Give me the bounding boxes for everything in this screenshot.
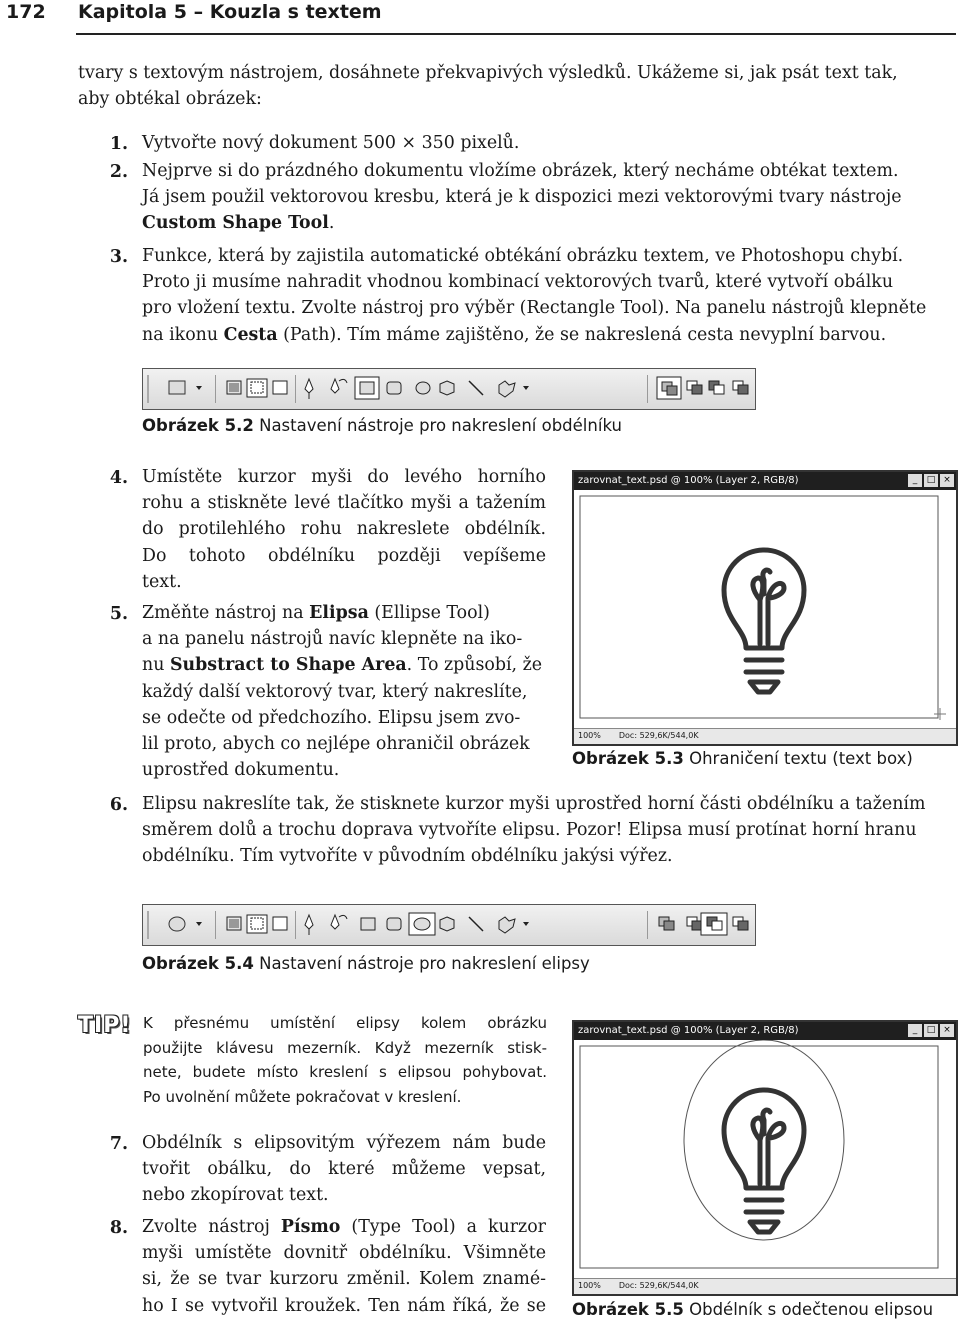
close-button[interactable]: ×: [940, 1024, 954, 1037]
custom-shape-icon[interactable]: [499, 917, 515, 933]
polygon-icon[interactable]: [440, 917, 454, 931]
step-line: Do tohoto obdélníku později vepíšeme: [142, 545, 546, 566]
step-line: a na panelu nástrojů navíc klepněte na iko-: [142, 629, 523, 650]
intersect-shape-areas-icon[interactable]: [733, 917, 748, 930]
chevron-down-icon[interactable]: [523, 922, 529, 926]
chevron-down-icon[interactable]: [196, 386, 202, 390]
fill-pixels-icon[interactable]: [273, 381, 287, 394]
document-canvas[interactable]: [574, 490, 956, 728]
chevron-down-icon[interactable]: [523, 386, 529, 390]
step-line: každý další vektorový tvar, který nakreslíte,: [142, 681, 528, 702]
create-new-shape-area-icon[interactable]: [659, 917, 674, 930]
bold-term: Písmo: [280, 1217, 341, 1237]
subtract-from-shape-area-icon[interactable]: [709, 381, 724, 394]
step-line: Funkce, která by zajistila automatické obtékání obrázku textem, ve Photoshopu chybí.: [142, 246, 904, 266]
intersect-shape-areas-icon[interactable]: [733, 381, 748, 394]
step-line: do protilehlého rohu nakreslete obdélník.: [142, 519, 546, 540]
bold-term: Cesta: [223, 324, 278, 345]
step-number: 6.: [109, 795, 128, 815]
tip-text: [143, 1011, 547, 1109]
line-tool-icon[interactable]: [469, 917, 483, 931]
window-statusbar: [574, 728, 956, 744]
window-titlebar: [574, 1022, 956, 1040]
photoshop-document-window: [572, 1020, 958, 1296]
rectangle-tool-icon[interactable]: [169, 381, 185, 394]
step-line: Nejprve si do prázdného dokumentu vložíme obrázek, který necháme obtékat textem.: [142, 161, 899, 181]
pen-tool-icon[interactable]: [305, 915, 313, 935]
custom-shape-icon[interactable]: [499, 381, 515, 397]
shape-layers-icon[interactable]: [227, 381, 241, 394]
add-to-shape-area-icon[interactable]: [687, 381, 702, 394]
step-line: na ikonu Cesta (Path). Tím máme zajištěno, že se nakreslená cesta nevyplní barvou.: [142, 324, 887, 345]
paths-icon[interactable]: [247, 379, 267, 397]
step-line: pro vložení textu. Zvolte nástroj pro výběr (Rectangle Tool). Na panelu nástrojů klepněte: [142, 298, 927, 319]
add-to-shape-area-icon[interactable]: [687, 917, 702, 930]
minimize-button[interactable]: _: [908, 1024, 922, 1037]
zoom-level[interactable]: 100%: [578, 1281, 601, 1290]
freeform-pen-icon[interactable]: [331, 379, 347, 393]
bold-term: Custom Shape Tool: [142, 213, 329, 234]
pen-tool-icon[interactable]: [305, 379, 313, 399]
step-line: Proto ji musíme nahradit vhodnou kombinací vektorových tvarů, které vytvoří obálku: [142, 272, 894, 293]
step-line: uprostřed dokumentu.: [142, 760, 340, 781]
paths-icon[interactable]: [247, 915, 267, 933]
figure-label: Obrázek 5.3: [572, 749, 684, 768]
intro-line: aby obtékal obrázek:: [78, 89, 262, 110]
step-line: obdélníku. Tím vytvoříte v původním obdélníku jakýsi výřez.: [142, 846, 673, 867]
step-line: si, že se tvar kurzoru změnil. Kolem znamé-: [142, 1269, 546, 1290]
figure-label: Obrázek 5.4: [142, 954, 254, 973]
rounded-rectangle-icon[interactable]: [387, 382, 401, 394]
document-size: Doc: 529,6K/544,0K: [618, 731, 699, 740]
step-number: 8.: [109, 1218, 128, 1238]
maximize-button[interactable]: □: [924, 474, 938, 487]
bold-term: Elipsa: [309, 603, 369, 623]
step-6-text: [142, 791, 958, 870]
step-3-text: [142, 243, 958, 348]
rounded-rectangle-icon[interactable]: [387, 918, 401, 930]
step-number: 3.: [109, 247, 128, 267]
chapter-title: Kapitola 5 – Kouzla s textem: [78, 1, 382, 23]
figure-label: Obrázek 5.2: [142, 416, 254, 435]
freeform-pen-icon[interactable]: [331, 915, 347, 929]
chevron-down-icon[interactable]: [196, 922, 202, 926]
rectangle-shape-icon[interactable]: [361, 918, 375, 930]
rectangle-tool-options-bar: [142, 368, 756, 410]
polygon-icon[interactable]: [440, 381, 454, 395]
window-titlebar: [574, 472, 956, 490]
step-line: se odečte od předchozího. Elipsu jsem zvo-: [142, 707, 521, 728]
document-size: Doc: 529,6K/544,0K: [618, 1281, 699, 1290]
header-rule: [76, 33, 956, 35]
intro-paragraph: [78, 60, 958, 112]
page-number: 172: [6, 1, 46, 23]
step-line: myši umístěte dovnitř obdélníku. Všimněte: [142, 1243, 546, 1264]
step-line: tvořit obálku, do které můžeme vepsat,: [142, 1159, 546, 1180]
window-controls: [908, 472, 956, 490]
figure-caption: Obrázek 5.4 Nastavení nástroje pro nakreslení elipsy: [142, 954, 590, 973]
step-2-text: [142, 158, 958, 237]
step-number: 4.: [109, 468, 128, 488]
step-number: 7.: [109, 1134, 128, 1154]
step-1-text: Vytvořte nový dokument 500 × 350 pixelů.: [142, 133, 520, 153]
bold-term: Substract to Shape Area: [169, 655, 407, 676]
shape-layers-icon[interactable]: [227, 917, 241, 930]
figure-caption: Obrázek 5.3 Ohraničení textu (text box): [572, 749, 913, 768]
document-canvas[interactable]: [574, 1040, 956, 1278]
tip-line: nete, budete místo kreslení s elipsou pohybovat.: [143, 1063, 547, 1081]
close-button[interactable]: ×: [940, 474, 954, 487]
figure-caption: Obrázek 5.5 Obdélník s odečtenou elipsou: [572, 1300, 934, 1319]
line-tool-icon[interactable]: [469, 381, 483, 395]
step-line: lil proto, abych co nejlépe ohraničil obrázek: [142, 734, 530, 755]
step-5-text: [142, 600, 546, 783]
window-statusbar: [574, 1278, 956, 1294]
ellipse-tool-options-bar: [142, 904, 756, 946]
tip-line: K přesnému umístění elipsy kolem obrázku: [143, 1014, 547, 1032]
zoom-level[interactable]: 100%: [578, 731, 601, 740]
step-line: nu Substract to Shape Area. To způsobí, že: [142, 655, 543, 676]
step-7-text: [142, 1130, 546, 1209]
step-line: Umístěte kurzor myši do levého horního: [142, 467, 546, 487]
tip-line: Po uvolnění můžete pokračovat v kreslení.: [143, 1087, 462, 1106]
photoshop-document-window: [572, 470, 958, 746]
step-line: směrem dolů a trochu doprava vytvoříte elipsu. Pozor! Elipsa musí protínat horní hranu: [142, 820, 917, 841]
step-line: Změňte nástroj na Elipsa (Ellipse Tool): [142, 603, 490, 623]
step-line: nebo zkopírovat text.: [142, 1185, 329, 1206]
step-8-text: [142, 1214, 546, 1319]
create-new-shape-area-icon[interactable]: [657, 377, 681, 399]
page-header: [0, 0, 960, 36]
tip-badge: TIP!: [78, 1013, 132, 1038]
figure-caption: Obrázek 5.2 Nastavení nástroje pro nakreslení obdélníku: [142, 416, 622, 435]
window-title: zarovnat_text.psd @ 100% (Layer 2, RGB/8): [578, 1025, 799, 1036]
tip-line: použijte klávesu mezerník. Když mezerník stisk-: [143, 1038, 547, 1057]
rectangle-shape-icon[interactable]: [355, 377, 379, 399]
step-line: Elipsu nakreslíte tak, že stisknete kurzor myši uprostřed horní části obdélníku a tažením: [142, 794, 926, 814]
minimize-button[interactable]: _: [908, 474, 922, 487]
step-line: Custom Shape Tool.: [142, 213, 335, 234]
step-line: text.: [142, 571, 182, 592]
ellipse-shape-icon[interactable]: [416, 382, 430, 394]
window-controls: [908, 1022, 956, 1040]
intro-line: tvary s textovým nástrojem, dosáhnete překvapivých výsledků. Ukážeme si, jak psát text tak,: [78, 63, 898, 83]
lightbulb-icon: [724, 1090, 804, 1232]
step-line: Já jsem použil vektorovou kresbu, která je k dispozici mezi vektorovými tvary nástroje: [142, 187, 902, 208]
fill-pixels-icon[interactable]: [273, 917, 287, 930]
step-line: rohu a stiskněte levé tlačítko myši a tažením: [142, 493, 546, 514]
step-line: Obdélník s elipsovitým výřezem nám bude: [142, 1133, 546, 1153]
step-number: 5.: [109, 604, 128, 624]
ellipse-tool-icon[interactable]: [169, 917, 185, 931]
step-line: Zvolte nástroj Písmo (Type Tool) a kurzor: [142, 1217, 546, 1237]
step-number: 1.: [109, 134, 128, 154]
ellipse-shape-icon[interactable]: [409, 913, 435, 935]
window-title: zarovnat_text.psd @ 100% (Layer 2, RGB/8): [578, 475, 799, 486]
figure-label: Obrázek 5.5: [572, 1300, 684, 1319]
lightbulb-icon: [724, 550, 804, 692]
step-number: 2.: [109, 162, 128, 182]
subtract-from-shape-area-icon[interactable]: [701, 913, 727, 935]
step-line: ho I se vytvořil kroužek. Ten nám říká, že se: [142, 1295, 546, 1316]
maximize-button[interactable]: □: [924, 1024, 938, 1037]
step-4-text: [142, 464, 546, 595]
